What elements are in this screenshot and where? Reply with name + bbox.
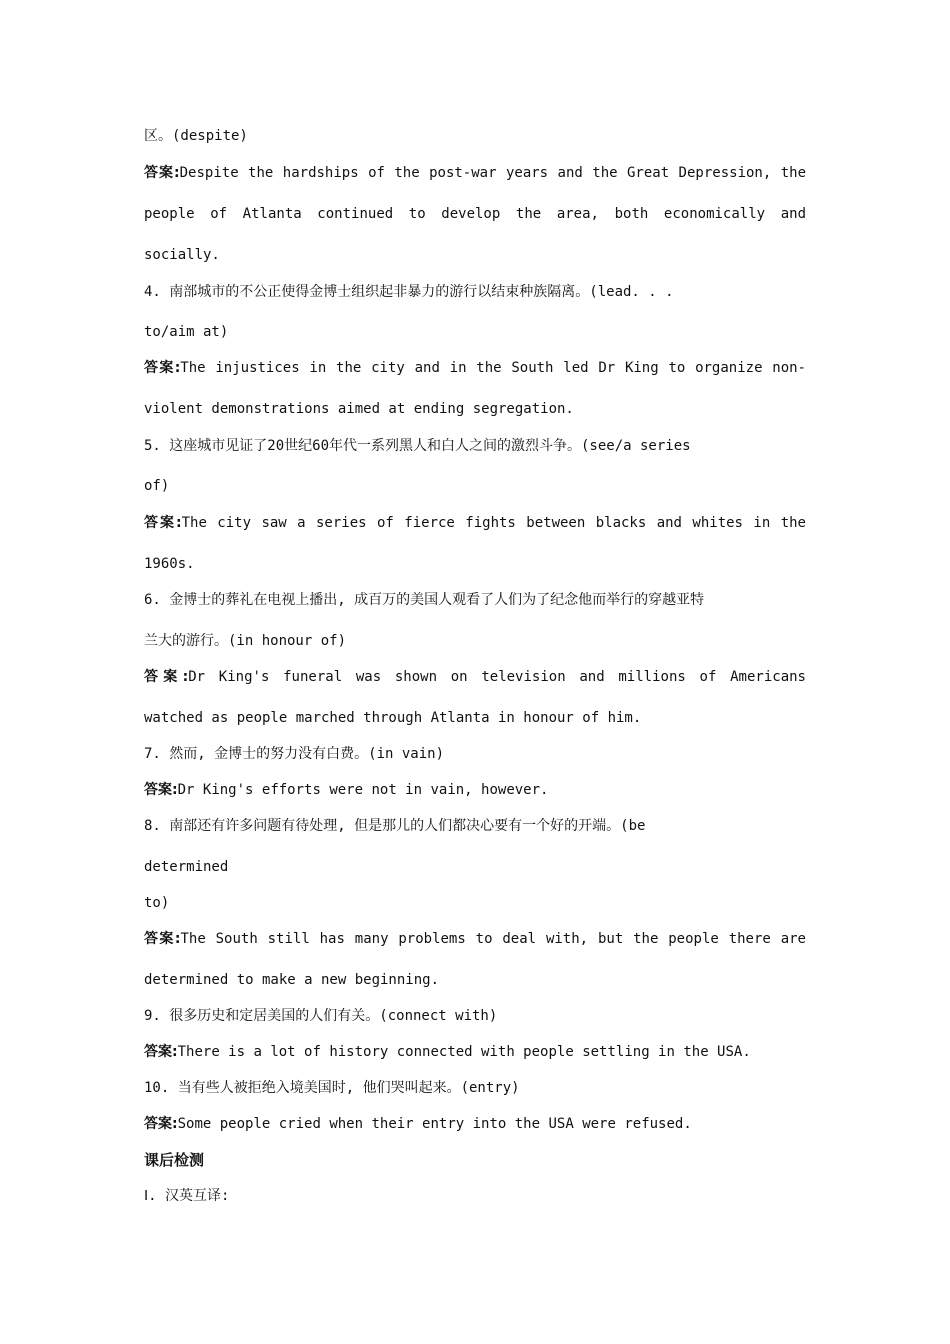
question-6-line-2: 兰大的游行。(in honour of) bbox=[144, 633, 347, 649]
answer-3-line-1: 答案:Despite the hardships of the post-war years and the Great Depression, the bbox=[144, 165, 807, 181]
section-title: 课后检测 bbox=[144, 1151, 205, 1169]
answer-label: 答案: bbox=[144, 782, 178, 798]
answer-label: 答案: bbox=[144, 1044, 178, 1060]
question-3-tail: 区。(despite) bbox=[144, 128, 248, 144]
question-5-line-2: of) bbox=[144, 478, 170, 494]
question-4-line-1: 4. 南部城市的不公正使得金博士组织起非暴力的游行以结束种族隔离。(lead. . . bbox=[144, 284, 674, 300]
answer-5-line-2: 1960s. bbox=[144, 556, 195, 572]
answer-8-line-2: determined to make a new beginning. bbox=[144, 972, 440, 988]
answer-4-line-2: violent demonstrations aimed at ending segregation. bbox=[144, 401, 574, 417]
answer-label: 答案: bbox=[144, 360, 181, 376]
answer-label: 答案: bbox=[144, 515, 182, 531]
answer-label: 答案: bbox=[144, 165, 180, 181]
answer-label: 答案: bbox=[144, 669, 189, 685]
question-8-line-1: 8. 南部还有许多问题有待处理, 但是那儿的人们都决心要有一个好的开端。(be bbox=[144, 818, 646, 834]
answer-3-line-2: people of Atlanta continued to develop the area, both economically and bbox=[144, 206, 806, 222]
question-6-line-1: 6. 金博士的葬礼在电视上播出, 成百万的美国人观看了人们为了纪念他而举行的穿越亚特 bbox=[144, 592, 705, 608]
question-8-line-2: determined bbox=[144, 859, 229, 875]
answer-5-line-1: 答案:The city saw a series of fierce fights between blacks and whites in the bbox=[144, 515, 806, 531]
answer-label: 答案: bbox=[144, 1116, 178, 1132]
question-7: 7. 然而, 金博士的努力没有白费。(in vain) bbox=[144, 746, 445, 762]
section-subtitle: Ⅰ. 汉英互译: bbox=[144, 1188, 230, 1204]
answer-9: 答案:There is a lot of history connected with people settling in the USA. bbox=[144, 1044, 751, 1060]
answer-8-line-1: 答案:The South still has many problems to deal with, but the people there are bbox=[144, 931, 806, 947]
answer-7: 答案:Dr King's efforts were not in vain, however. bbox=[144, 782, 549, 798]
answer-6-line-2: watched as people marched through Atlanta in honour of him. bbox=[144, 710, 642, 726]
question-9: 9. 很多历史和定居美国的人们有关。(connect with) bbox=[144, 1008, 498, 1024]
answer-3-line-3: socially. bbox=[144, 247, 220, 263]
question-10: 10. 当有些人被拒绝入境美国时, 他们哭叫起来。(entry) bbox=[144, 1080, 520, 1096]
question-8-line-3: to) bbox=[144, 895, 170, 911]
question-5-line-1: 5. 这座城市见证了20世纪60年代一系列黑人和白人之间的激烈斗争。(see/a series bbox=[144, 438, 691, 454]
question-4-line-2: to/aim at) bbox=[144, 324, 229, 340]
answer-4-line-1: 答案:The injustices in the city and in the South led Dr King to organize non- bbox=[144, 360, 806, 376]
answer-10: 答案:Some people cried when their entry into the USA were refused. bbox=[144, 1116, 692, 1132]
answer-6-line-1: 答案:Dr King's funeral was shown on television and millions of Americans bbox=[144, 669, 806, 685]
answer-label: 答案: bbox=[144, 931, 181, 947]
